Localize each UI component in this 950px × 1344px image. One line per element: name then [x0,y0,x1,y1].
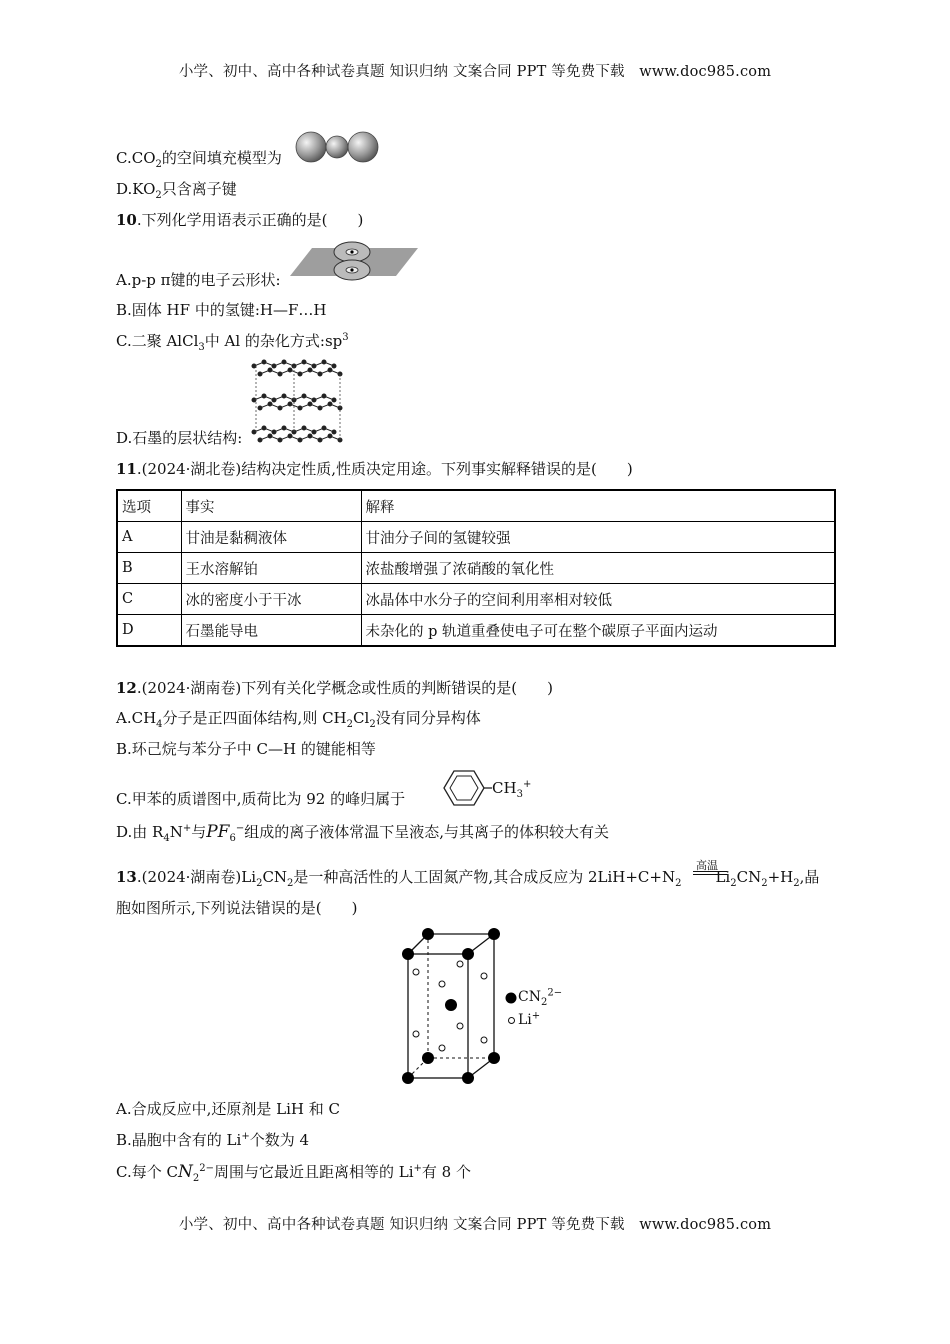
header-banner: 小学、初中、高中各种试卷真题 知识归纳 文案合同 PPT 等免费下载 www.doc985.com [178,64,772,80]
footer-banner: 小学、初中、高中各种试卷真题 知识归纳 文案合同 PPT 等免费下载 www.doc985.com [178,1217,772,1233]
li2cn2-unit-cell-figure [396,924,506,1090]
q12-stem: 12.(2024·湖南卷)下列有关化学概念或性质的判断错误的是( ) [116,679,553,697]
q10-option-c: C.二聚 AlCl$_3$中 Al 的杂化方式$:sp^3$ [116,332,349,353]
q11-stem: 11.(2024·湖北卷)结构决定性质,性质决定用途。下列事实解释错误的是( ) [116,460,633,478]
q9-option-d: $D.KO_2$只含离子键 [116,180,237,201]
q12-option-c: C.甲苯的质谱图中,质荷比为 92 的峰归属于 [116,790,406,808]
table-header-row [117,490,835,522]
table-cell: 王水溶解铂 [181,553,361,584]
q13-option-a: A.合成反应中,还原剂是 LiH 和 C [116,1100,340,1118]
table-row [117,522,835,553]
reaction-condition: 高温 [696,859,718,872]
table-cell: C [117,584,181,615]
q13-option-b: B.晶胞中含有的 Li+个数为 4 [116,1131,310,1149]
q10-stem: 10.下列化学用语表示正确的是( ) [116,211,364,229]
table-row [117,615,835,647]
legend-cation-dot [507,1016,516,1025]
table-cell: 浓盐酸增强了浓硝酸的氧化性 [361,553,835,584]
q12-option-b: B.环己烷与苯分子中 C—H 的键能相等 [116,740,376,758]
q12-option-d: D.由 $R_4N^+$与$PF_6^-$组成的离子液体常温下呈液态,与其离子的体积较大有关 [116,822,610,844]
co2-space-filling-model [294,130,380,164]
q12-option-a: $A.CH_4$分子是正四面体结构,则 $CH_2Cl_2$没有同分异构体 [116,709,481,730]
legend-anion-dot [505,992,517,1004]
q13-option-c: C.每个 $CN_2^{2-}$周围与它最近且距离相等的 Li+有 8 个 [116,1162,471,1184]
table-cell: 石墨能导电 [181,615,361,647]
benzene-ring-figure [432,766,492,810]
graphite-layer-figure [250,358,346,444]
table-row [117,584,835,615]
q10-option-a: A.p-p π键的电子云形状: [116,271,281,289]
table-cell: D [117,615,181,647]
legend-anion-label: $CN_2^{2-}$ [518,987,563,1008]
table-header-cell: 解释 [361,490,835,522]
table-header-cell: 选项 [117,490,181,522]
q13-stem-line2: 胞如图所示,下列说法错误的是( ) [116,899,358,917]
table-cell: 未杂化的 p 轨道重叠使电子可在整个碳原子平面内运动 [361,615,835,647]
q9-option-c: $C.CO_2$的空间填充模型为 [116,149,282,170]
methyl-cation-label: $CH_3^+$ [492,779,532,800]
q10-option-b: B.固体 HF 中的氢键:H—F…H [116,301,327,319]
q11-table [116,489,836,647]
legend-cation-label: Li+ [518,1010,541,1028]
table-cell: B [117,553,181,584]
table-header-cell: 事实 [181,490,361,522]
table-cell: A [117,522,181,553]
q13-stem: 13.(2024·湖南卷)$Li_2CN_2$是一种高活性的人工固氮产物,其合成反应为 $2LiH+C+N_2$ $Li_2CN_2+H_2$,晶 [116,868,820,889]
pi-bond-cloud-figure [290,238,418,284]
table-cell: 甘油是黏稠液体 [181,522,361,553]
table-cell: 冰的密度小于干冰 [181,584,361,615]
table-cell: 甘油分子间的氢键较强 [361,522,835,553]
table-cell: 冰晶体中水分子的空间利用率相对较低 [361,584,835,615]
table-row [117,553,835,584]
q10-option-d: D.石墨的层状结构: [116,429,243,447]
